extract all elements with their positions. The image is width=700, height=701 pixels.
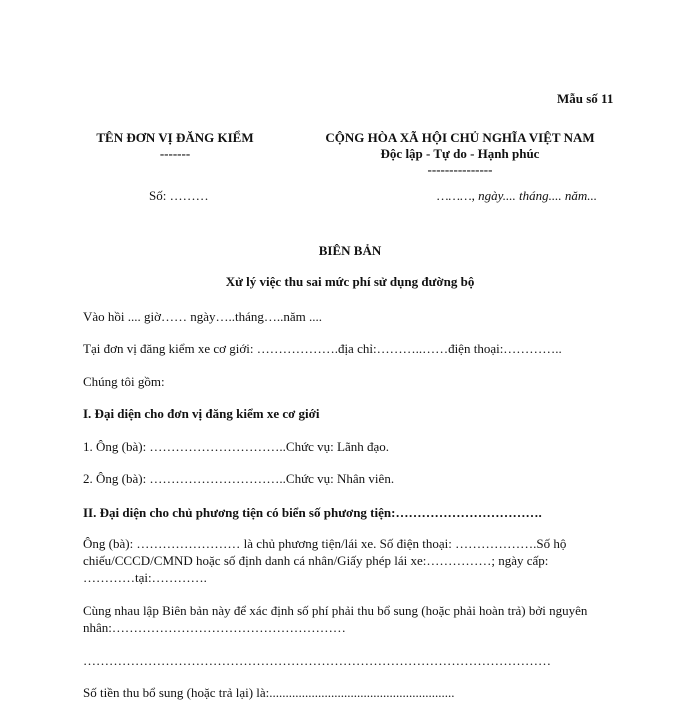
owner-line-1: Ông (bà): …………………… là chủ phương tiện/lái xe. Số điện thoại: ……………….Số hộ: [83, 536, 567, 551]
place-line: Tại đơn vị đăng kiểm xe cơ giới: ……………….địa chỉ:………..……điện thoại:…………..: [83, 341, 562, 356]
agree-line-2: nhân:………………………………………………: [83, 620, 346, 635]
motto: Độc lập - Tự do - Hạnh phúc: [380, 146, 540, 161]
owner-line-3: …………tại:………….: [83, 570, 207, 585]
agree-line-1: Cùng nhau lập Biên bản này để xác định số phí phải thu bổ sung (hoặc phải hoàn trả) bởi nguyên: [83, 603, 588, 618]
section-2-heading: II. Đại diện cho chủ phương tiện có biển số phương tiện:…………………………….: [83, 505, 542, 520]
org-name: TÊN ĐƠN VỊ ĐĂNG KIỂM: [96, 130, 254, 145]
amount-line: Số tiền thu bổ sung (hoặc trả lại) là:.........................................................: [83, 685, 455, 700]
section-1-heading: I. Đại diện cho đơn vị đăng kiểm xe cơ giới: [83, 406, 320, 421]
document-subtitle: Xử lý việc thu sai mức phí sử dụng đường bộ: [225, 274, 475, 289]
date-line: ………, ngày.... tháng.... năm...: [437, 188, 597, 203]
owner-line-2: chiếu/CCCD/CMND hoặc số định danh cá nhân/Giấy phép lái xe:……………; ngày cấp:: [83, 553, 549, 568]
person-2-line: 2. Ông (bà): …………………………..Chức vụ: Nhân viên.: [83, 471, 395, 486]
dotted-line: ………………………………………………………………………………………………: [83, 653, 551, 668]
document-number: Số: ………: [149, 188, 209, 203]
time-line: Vào hồi .... giờ…… ngày…..tháng…..năm ....: [83, 309, 323, 324]
motto-dashes: ---------------: [427, 162, 493, 177]
we-include: Chúng tôi gồm:: [83, 374, 165, 389]
org-dashes: -------: [159, 146, 191, 161]
person-1-line: 1. Ông (bà): …………………………..Chức vụ: Lãnh đạo.: [83, 439, 390, 454]
document-title: BIÊN BẢN: [318, 243, 382, 258]
form-number: Mẫu số 11: [557, 91, 614, 106]
country-name: CỘNG HÒA XÃ HỘI CHỦ NGHĨA VIỆT NAM: [325, 130, 595, 145]
